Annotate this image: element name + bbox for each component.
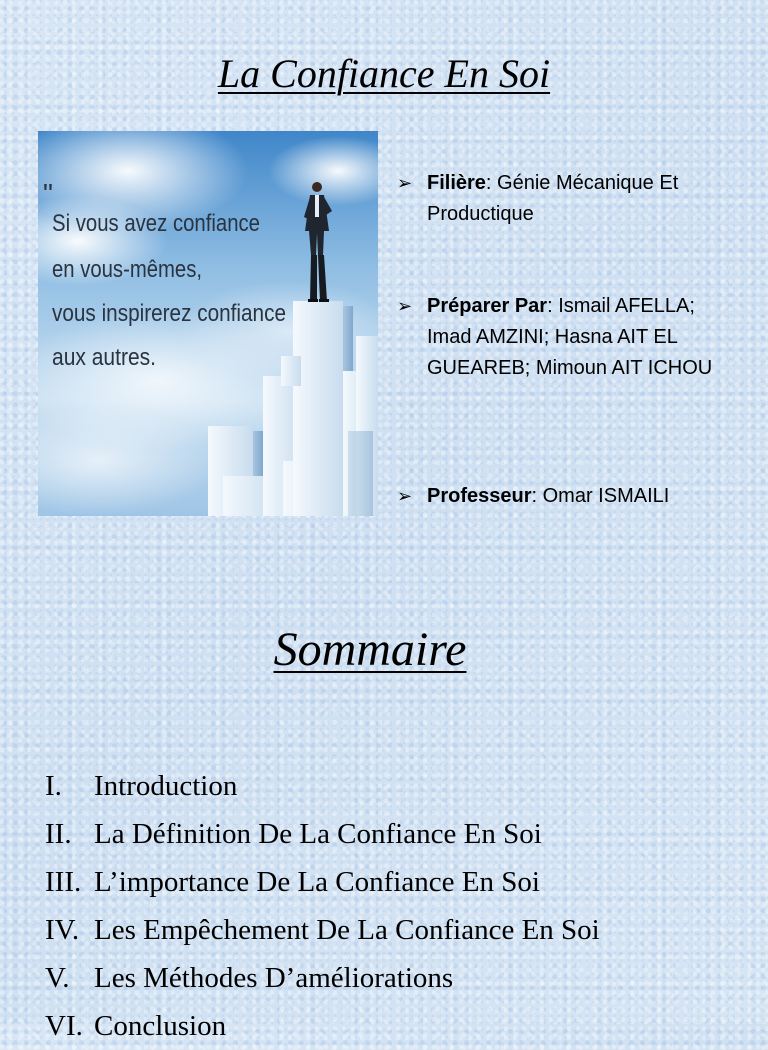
toc-number: IV. [45, 914, 80, 946]
toc-item [45, 810, 765, 858]
toc-text: Introduction [94, 770, 238, 802]
info-text [427, 481, 737, 512]
info-text [427, 168, 737, 230]
toc-number: I. [45, 770, 62, 802]
info-item-filiere [397, 168, 737, 230]
info-label: Filière [427, 172, 486, 194]
arrow-bullet-icon: ➢ [397, 296, 413, 316]
info-item-professeur [397, 481, 737, 512]
info-value: : Omar ISMAILI [531, 485, 670, 507]
motivational-photo [38, 131, 378, 516]
info-value: : Ismail AFELLA; Imad AMZINI; Hasna AIT EL GUEAREB; Mimoun AIT ICHOU [427, 295, 713, 379]
toc-item [45, 1002, 765, 1050]
info-value: : Génie Mécanique Et Productique [427, 172, 679, 225]
quote-line-2: en vous-mêmes, [52, 256, 202, 283]
toc-text: L’importance De La Confiance En Soi [94, 866, 540, 898]
quote-mark: " [43, 178, 53, 209]
sommaire-title: Sommaire [273, 623, 467, 676]
toc-item [45, 762, 765, 810]
toc-text: La Définition De La Confiance En Soi [94, 818, 542, 850]
toc-item [45, 906, 765, 954]
toc-text: Les Méthodes D’améliorations [94, 962, 454, 994]
toc-item [45, 858, 765, 906]
info-label: Préparer Par [427, 295, 548, 317]
toc-text: Conclusion [94, 1010, 227, 1042]
table-of-contents [45, 762, 765, 1050]
arrow-bullet-icon: ➢ [397, 173, 413, 193]
toc-item [45, 954, 765, 1002]
toc-number: V. [45, 962, 70, 994]
toc-text: Les Empêchement De La Confiance En Soi [94, 914, 600, 946]
toc-number: II. [45, 818, 72, 850]
arrow-bullet-icon: ➢ [397, 486, 413, 506]
toc-number: III. [45, 866, 82, 898]
page-title: La Confiance En Soi [217, 51, 551, 96]
info-item-preparer-par [397, 291, 737, 384]
info-text [427, 291, 737, 384]
quote-line-1: Si vous avez confiance [52, 210, 260, 237]
quote-line-4: aux autres. [52, 344, 156, 371]
info-label: Professeur [427, 485, 532, 507]
toc-number: VI. [45, 1010, 83, 1042]
quote-line-3: vous inspirerez confiance [52, 300, 286, 327]
